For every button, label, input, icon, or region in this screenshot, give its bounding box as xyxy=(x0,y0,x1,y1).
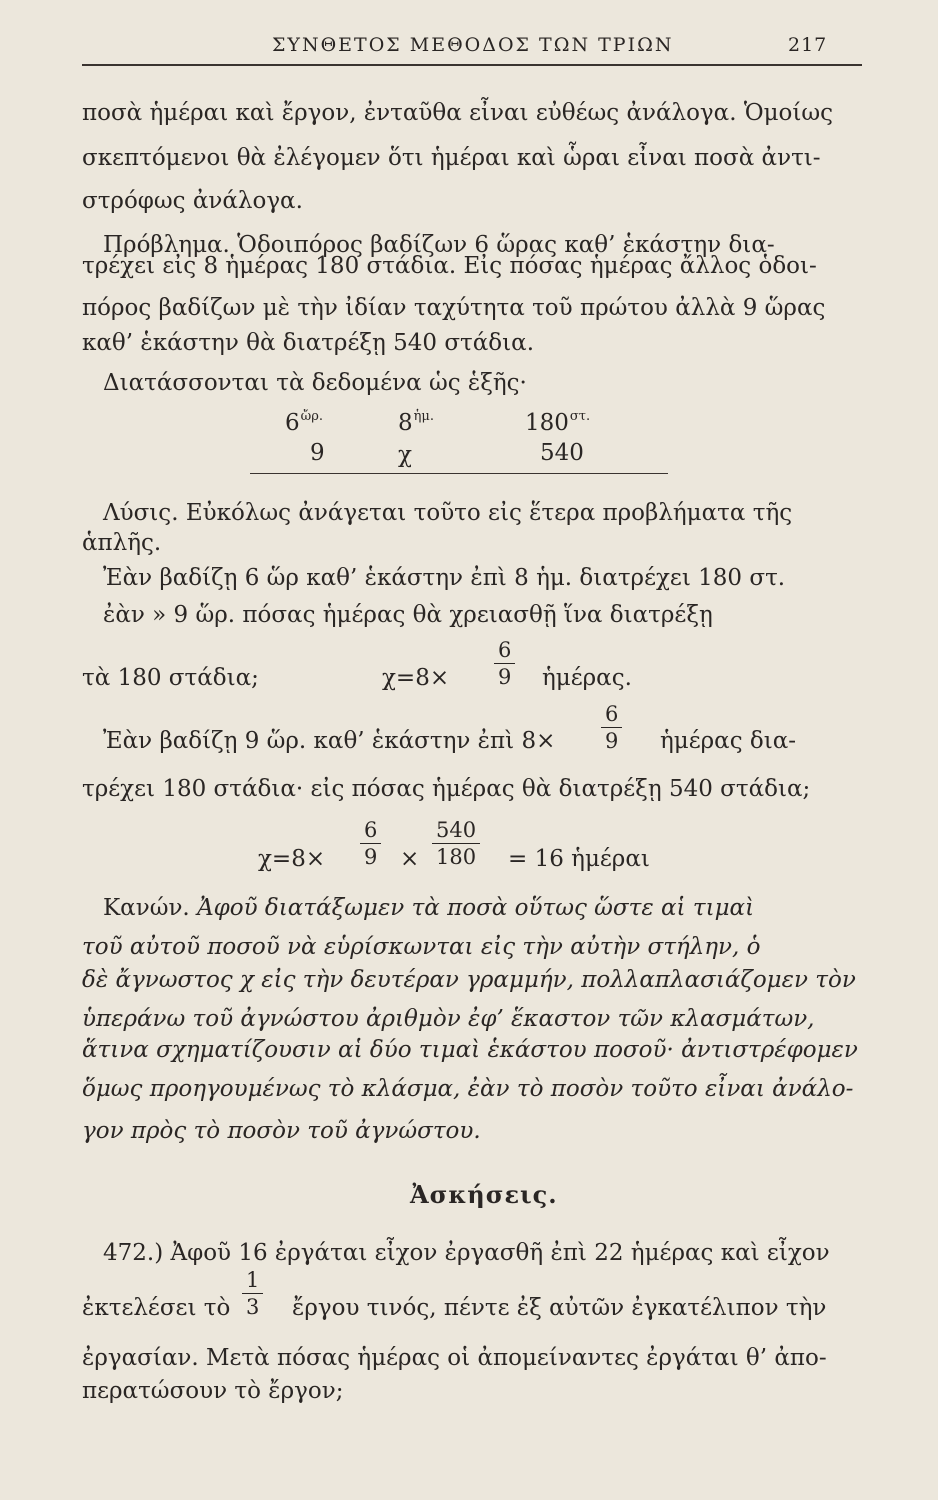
equation-prefix: χ=8× xyxy=(258,846,326,872)
solution-line: Ἐὰν βαδίζῃ 6 ὥρ καθ’ ἑκάστην ἐπὶ 8 ἡμ. διατρέχει 180 στ. xyxy=(103,565,786,591)
solution-line: ἐὰν » 9 ὥρ. πόσας ἡμέρας θὰ χρειασθῇ ἵνα διατρέξῃ xyxy=(103,602,713,628)
header-title: ΣΥΝΘΕΤΟΣ ΜΕΘΟΔΟΣ ΤΩΝ ΤΡΙΩΝ xyxy=(272,34,674,56)
rule-line: ἅτινα σχηματίζουσιν αἱ δύο τιμαὶ ἑκάστου ποσοῦ· ἀντιστρέφομεν xyxy=(82,1037,858,1063)
exercise-line: ἐργασίαν. Μετὰ πόσας ἡμέρας οἱ ἀπομείναντες ἐργάται θ’ ἀπο- xyxy=(82,1345,827,1371)
rule-line: γον πρὸς τὸ ποσὸν τοῦ ἀγνώστου. xyxy=(82,1118,481,1144)
section-heading: Ἀσκήσεις. xyxy=(410,1180,558,1209)
rule-line xyxy=(103,893,754,923)
text-line: στρόφως ἀνάλογα. xyxy=(82,188,303,214)
solution-line: ἡμέρας δια- xyxy=(660,728,797,754)
fraction: $\frac{1}{3}$ xyxy=(242,1268,263,1319)
problem-line: τρέχει εἰς 8 ἡμέρας 180 στάδια. Εἰς πόσας ἡμέρας ἄλλος ὁδοι- xyxy=(82,253,817,279)
equation-result: = 16 ἡμέραι xyxy=(508,846,650,872)
table-cell: $8^{ἡ\mu.}$ xyxy=(398,409,435,436)
fraction: $\frac{6}{9}$ xyxy=(360,818,381,869)
rule-line: ὑπεράνω τοῦ ἀγνώστου ἀριθμὸν ἐφ’ ἕκαστον τῶν κλασμάτων, xyxy=(82,1006,815,1032)
problem-line: Διατάσσονται τὰ δεδομένα ὡς ἑξῆς· xyxy=(103,370,527,396)
solution-line: Ἐὰν βαδίζῃ 9 ὥρ. καθ’ ἑκάστην ἐπὶ 8× xyxy=(103,728,556,754)
page-number: 217 xyxy=(788,34,828,56)
fraction: $\frac{6}{9}$ xyxy=(601,702,622,753)
equation-times: × xyxy=(400,846,420,872)
rule-line: ὅμως προηγουμένως τὸ κλάσμα, ἐὰν τὸ ποσὸν τοῦτο εἶναι ἀνάλο- xyxy=(82,1076,854,1102)
solution-line: ἁπλῆς. xyxy=(82,530,162,556)
exercise-line: 472.) Ἀφοῦ 16 ἐργάται εἶχον ἐργασθῆ ἐπὶ 22 ἡμέρας καὶ εἶχον xyxy=(103,1240,830,1266)
rule-text: Ἀφοῦ διατάξωμεν τὰ ποσὰ οὕτως ὥστε αἱ τιμαὶ xyxy=(197,895,755,921)
exercise-line: περατώσουν τὸ ἔργον; xyxy=(82,1378,344,1404)
running-header xyxy=(0,34,938,64)
fraction: $\frac{6}{9}$ xyxy=(494,638,515,689)
table-cell: $6^{ὤ\rho.}$ xyxy=(285,409,324,436)
exercise-line: ἐκτελέσει τὸ xyxy=(82,1295,231,1321)
table-rule xyxy=(250,473,668,474)
solution-line: τρέχει 180 στάδια· εἰς πόσας ἡμέρας θὰ διατρέξῃ 540 στάδια; xyxy=(82,776,811,802)
text-line: σκεπτόμενοι θὰ ἐλέγομεν ὅτι ἡμέραι καὶ ὧραι εἶναι ποσὰ ἀντι- xyxy=(82,145,821,171)
header-rule xyxy=(82,64,862,66)
problem-line: πόρος βαδίζων μὲ τὴν ἰδίαν ταχύτητα τοῦ πρώτου ἀλλὰ 9 ὥρας xyxy=(82,295,826,321)
equation-suffix: ἡμέρας. xyxy=(542,665,632,691)
table-cell: $180^{\sigma\tau.}$ xyxy=(525,409,591,436)
solution-line: Λύσις. Εὐκόλως ἀνάγεται τοῦτο εἰς ἕτερα προβλήματα τῆς xyxy=(103,500,793,526)
rule-lead: Κανών. xyxy=(103,895,190,921)
problem-line: καθ’ ἑκάστην θὰ διατρέξῃ 540 στάδια. xyxy=(82,330,535,356)
table-cell: χ xyxy=(398,442,412,468)
text-line: ποσὰ ἡμέραι καὶ ἔργον, ἐνταῦθα εἶναι εὐθέως ἀνάλογα. Ὁμοίως xyxy=(82,100,834,126)
rule-line: τοῦ αὐτοῦ ποσοῦ νὰ εὑρίσκωνται εἰς τὴν αὐτὴν στήλην, ὁ xyxy=(82,934,761,960)
exercise-line: ἔργου τινός, πέντε ἐξ αὐτῶν ἐγκατέλιπον τὴν xyxy=(292,1295,827,1321)
solution-line: τὰ 180 στάδια; xyxy=(82,665,259,691)
rule-line: δὲ ἄγνωστος χ εἰς τὴν δευτέραν γραμμήν, πολλαπλασιάζομεν τὸν xyxy=(82,967,856,993)
problem-line: Πρόβλημα. Ὁδοιπόρος βαδίζων 6 ὥρας καθ’ ἑκάστην δια- xyxy=(103,232,775,258)
table-cell: 540 xyxy=(540,440,584,466)
table-cell: 9 xyxy=(310,440,325,466)
equation-prefix: χ=8× xyxy=(382,665,450,691)
fraction: $\frac{540}{180}$ xyxy=(432,818,480,869)
